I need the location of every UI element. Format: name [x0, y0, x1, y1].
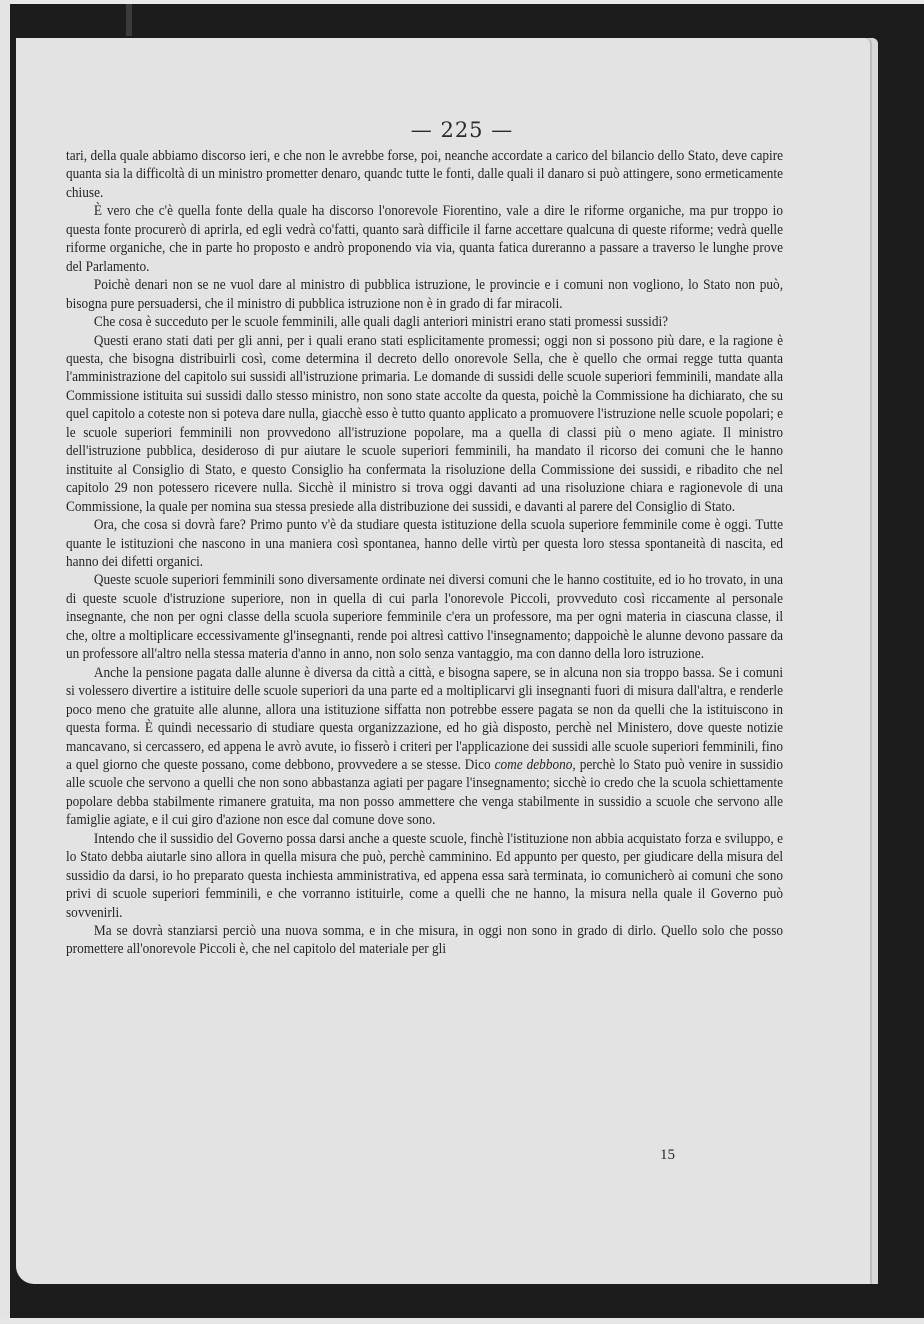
paragraph: Questi erano stati dati per gli anni, per i quali erano stati esplicitamente promessi; oggi non si possono più dare, e la ragione è questa, che bisogna distribuirli così, come determina il decreto dello onorevole Sella, che è quello che ormai regge tutta quanta l'amministrazione del capitolo sui sussidi all'istruzione primaria. Le domande di sussidi delle scuole superiori femminili, mandate alla Commissione istituita sui sussidi dallo stesso ministro, non sono state accolte da questa, poichè la Commissione ha dichiarato, che su quel capitolo a coteste non si poteva dare nulla, giacchè esso è tutto quanto applicato a promuovere l'istruzione nelle scuole popolari; e le scuole superiori femminili non provvedono all'istruzione popolare, ma a quella di classi più o meno agiate. Il ministro dell'istruzione pubblica, desideroso di pur aiutare le scuole superiori femminili, ha mandato il ricorso dei comuni che le hanno instituite al Consiglio di Stato, e questo Consiglio ha confermata la risoluzione della Commissione dei sussidi, e ribadito che nel capitolo 29 non potessero ricevere nulla. Sicchè il ministro si trova oggi davanti ad una risoluzione chiara e ragionevole di una Commissione, la quale per nomina sua stessa presiede alla distribuzione dei sussidi, e davanti al parere del Consiglio di Stato. [66, 332, 784, 515]
page-number: — 225 — [410, 118, 514, 142]
paragraph: È vero che c'è quella fonte della quale ha discorso l'onorevole Fiorentino, vale a dire le riforme organiche, ma pur troppo io questa fonte procurerò di aprirla, ed egli vedrà co'fatti, quanto sarà difficile il farne accettare qualcuna di queste riforme; vedrà quelle riforme organiche, che in parte ho proposto e andrò proponendo via via, quanta fatica dureranno a passare a traverso le lunghe prove del Parlamento. [66, 203, 784, 275]
paragraph: Poichè denari non se ne vuol dare al ministro di pubblica istruzione, le provincie e i comuni non vogliono, lo Stato non può, bisogna pure persuadersi, che il ministro di pubblica istruzione non è in grado di far miracoli. [66, 277, 784, 312]
body-text [66, 147, 783, 959]
book-spine-mark [126, 4, 132, 36]
paragraph-text-before-emphasis: Anche la pensione pagata dalle alunne è diversa da città a città, e bisogna sapere, se in alcuna non sia troppo bassa. Se i comuni si volessero divertire a istituire delle scuole superiori da una parte ed a moltiplicarvi gli insegnanti fuori di misura dall'altra, e renderle poco meno che gratuite alle alunne, allora una istituzione siffatta non potrebbe essere pagata se non da quelli che la istituiscono in questa forma. È quindi necessario di studiare questa organizzazione, ed ho già disposto, perchè nel Ministero, dove queste notizie mancavano, si cercassero, ed appena le avrò avute, io fisserò i criteri per l'applicazione dei sussidi alle scuole superiori femminili, fino a quel giorno che queste possano, come debbono, provvedere a se stesse. Dico [66, 664, 784, 773]
scan-bottom-strip [0, 1318, 924, 1324]
paragraph: Intendo che il sussidio del Governo possa darsi anche a queste scuole, finchè l'istituzione non abbia acquistato forza e sviluppo, e lo Stato debba aiutarle sino allora in quella misura che può, perchè camminino. Ed appunto per questo, per giudicare della misura del sussidio da darsi, io ho preparato questa inchiesta amministrativa, ed appena essa sarà terminata, io comunicherò ai comuni che sono privi di scuole superiori femminili, e che vorranno istituirle, come a quelli che ne hanno, la misura nella quale il Governo può sovvenirli. [66, 830, 784, 921]
emphasized-phrase: come debbono [494, 756, 573, 773]
paragraph: tari, della quale abbiamo discorso ieri, e che non le avrebbe forse, poi, neanche accordate a carico del bilancio dello Stato, deve capire quanta sia la difficoltà di un ministro prometter denaro, quandc tutte le fonti, dalle quali il danaro si può attingere, sono ermeticamente chiuse. [66, 148, 784, 201]
paragraph-text-after-emphasis: , perchè lo Stato può venire in sussidio alle scuole che servono a quelli che non sono abbastanza agiati per pagare l'insegnamento; sicchè io credo che la scuola schiettamente popolare debba stabilmente rimanere gratuita, ma non posso ammettere che venga stabilmente in sussidio a scuole che servono alle famiglie agiate, e il cui giro d'azione non esce dal comune dove sono. [66, 756, 784, 829]
paragraph: Ora, che cosa si dovrà fare? Primo punto v'è da studiare questa istituzione della scuola superiore femminile come è oggi. Tutte quante le istituzioni che nascono in una maniera così spontanea, hanno delle virtù per questa loro stessa spontaneità di nascita, ed hanno dei difetti organici. [66, 517, 784, 570]
paragraph: Ma se dovrà stanziarsi perciò una nuova somma, e in che misura, in oggi non sono in grado di dirlo. Quello solo che posso promettere all'onorevole Piccoli è, che nel capitolo del materiale per gli [66, 923, 784, 958]
paragraph: Queste scuole superiori femminili sono diversamente ordinate nei diversi comuni che le hanno costituite, ed io ho trovato, in una di queste scuole d'istruzione superiore, non in quella di cui parla l'onorevole Piccoli, provveduto così riccamente al personale insegnante, che non per ogni classe della scuola superiore femminile c'era un professore, ma per ogni materia in ciascuna classe, il che, oltre a moltiplicare eccessivamente gl'insegnanti, rende poi altresì cattivo l'insegnamento; dappoichè le alunne devono passare da un professore all'altro nella stessa materia d'anno in anno, non solo senza vantaggio, ma con danno della loro istruzione. [66, 572, 784, 663]
paragraph: Che cosa è succeduto per le scuole femminili, alle quali dagli anteriori ministri erano stati promessi sussidi? [93, 314, 669, 331]
signature-mark: 15 [660, 1147, 675, 1163]
scan-left-strip [0, 0, 10, 1324]
paragraph-with-emphasis [66, 664, 783, 830]
